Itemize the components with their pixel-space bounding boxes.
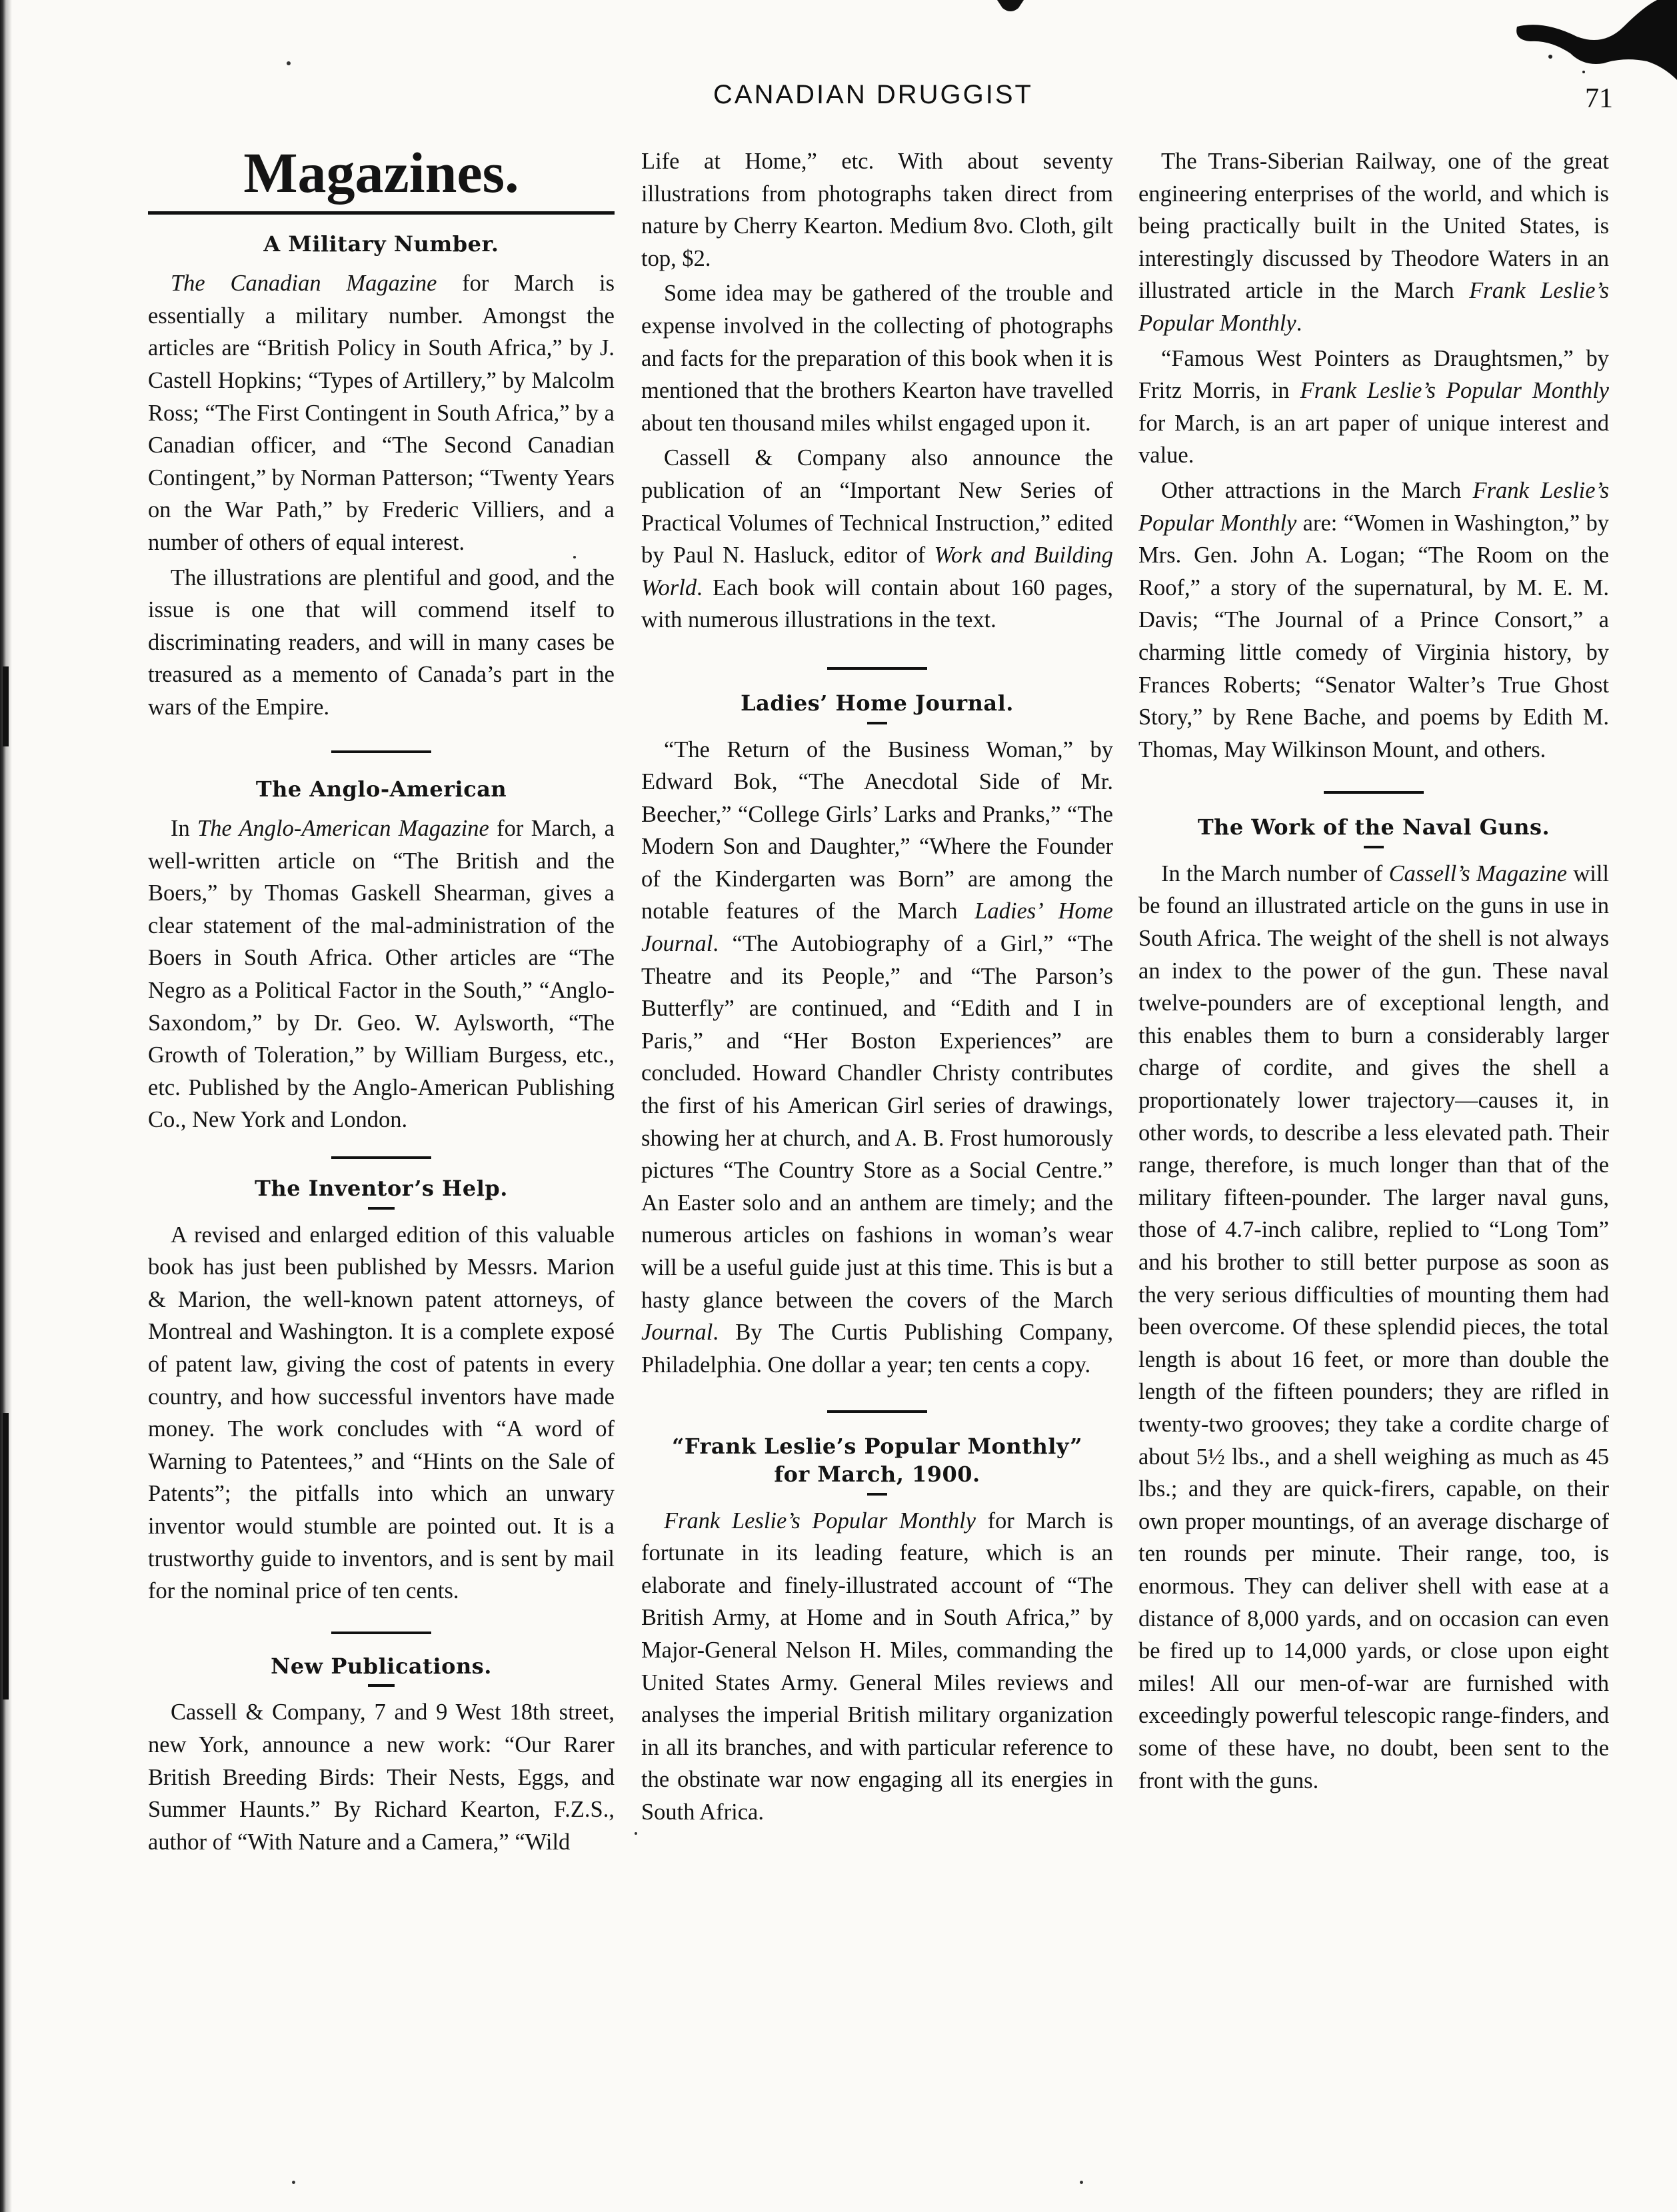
scan-speck bbox=[287, 61, 291, 65]
article-paragraph: “The Return of the Business Woman,” by Edward Bok, “The Anecdotal Side of Mr. Beecher,” “College Girls’ Larks and Pranks,” “The Modern Son and Daughter,” “Where the Founder of the Kindergarten was Born” are among the notable features of the March Ladies’ Home Journal. “The Autobiography of a Girl,” “The Theatre and its People,” and “The Parson’s Butterfly” are continued, and “Edith and I in Paris,” and “Her Boston Experiences” are concluded. Howard Chandler Christy contributes the first of his American Girl series of drawings, showing her at church, and A. B. Frost humorously pictures “The Country Store as a Social Centre.” An Easter solo and an anthem are timely; and the numerous articles on fashions in woman’s wear will be a useful guide just at this time. This is but a hasty glance between the covers of the March Journal. By The Curtis Publishing Company, Philadelphia. One dollar a year; ten cents a copy. bbox=[641, 736, 1113, 1378]
running-head: CANADIAN DRUGGIST bbox=[713, 80, 1033, 109]
article-heading-frank-leslie: “Frank Leslie’s Popular Monthly” bbox=[671, 1434, 1083, 1460]
article-paragraph: Cassell & Company also announce the publication of an “Important New Series of Practical Volumes of Technical Instruction,” edited by Paul N. Hasluck, editor of Work and Building World. Each book will contain about 160 pages, with numerous illustrations in the text. bbox=[641, 445, 1113, 633]
heading-dash bbox=[1364, 846, 1384, 848]
column-1 bbox=[148, 145, 615, 2145]
article-paragraph: In the March number of Cassell’s Magazine will be found an illustrated article on the guns in use in South Africa. The weight of the shell is not always an index to the power of the gun. These naval twelve-pounders are of exceptional length, and this enables them to burn a considerably larger charge of cordite, and gives the shell a proportionately lower trajectory—causes it, in other words, to describe a less elevated path. Their range, therefore, is much longer than that of the military fifteen-pounder. The larger naval guns, those of 4.7-inch calibre, replied to “Long Tom” and his brother to still better purpose as soon as the very serious difficulties of mounting them had been overcome. Of these splendid pieces, the total length is about 16 feet, or more than double the length of the fifteen pounders; they are rifled in twenty-two grooves; they take a cordite charge of about 5½ lbs., and a shell weighing as much as 45 lbs.; and they are quick-firers, capable, on their own proper mountings, of an average discharge of ten rounds per minute. Their range, too, is enormous. They can deliver shell with ease at a distance of 8,000 yards, and on occasion can even be fired up to 14,000 yards, or close upon eight miles! All our men-of-war are furnished with exceedingly powerful telescopic range-finders, and some of these have, no doubt, been sent to the front with the guns. bbox=[1138, 860, 1609, 1793]
section-title: Magazines. bbox=[243, 145, 519, 205]
ink-blot-corner bbox=[1504, 0, 1677, 80]
article-paragraph: The Canadian Magazine for March is essentially a military number. Amongst the articles are “British Policy in South Africa,” by J. Castell Hopkins; “Types of Artillery,” by Malcolm Ross; “The First Contingent in South Africa,” by a Canadian officer, and “The Second Canadian Contingent,” by Norman Patterson; “Twenty Years on the War Path,” by Frederic Villiers, and a number of others of equal interest. bbox=[148, 271, 615, 555]
column-3 bbox=[1138, 145, 1609, 2145]
heading-dash bbox=[368, 1684, 395, 1687]
section-separator bbox=[331, 1632, 431, 1634]
column-2 bbox=[641, 145, 1113, 2145]
scan-speck bbox=[635, 1832, 637, 1835]
section-separator bbox=[1324, 791, 1424, 794]
section-separator bbox=[331, 750, 431, 753]
page-number: 71 bbox=[1585, 83, 1613, 114]
title-rule bbox=[148, 211, 615, 215]
article-heading-inventor: The Inventor’s Help. bbox=[255, 1176, 508, 1202]
heading-dash bbox=[867, 722, 887, 724]
heading-dash bbox=[368, 1207, 395, 1210]
section-separator bbox=[827, 1410, 927, 1413]
publication-title: Frank Leslie’s Popular Monthly bbox=[1138, 477, 1609, 536]
article-paragraph: In The Anglo-American Magazine for March, a well-written article on “The British and the Boers,” by Thomas Gaskell Shearman, gives a clear statement of the mal-administration of the Boers in South Africa. Other articles are “The Negro as a Political Factor in the South,” “Anglo-Saxondom,” by Dr. Geo. W. Aylsworth, “The Growth of Toleration,” by William Burgess, etc., etc. Published by the Anglo-American Publishing Co., New York and London. bbox=[148, 816, 615, 1133]
article-paragraph: Some idea may be gathered of the trouble and expense involved in the collecting of photographs and facts for the preparation of this book when it is mentioned that the brothers Kearton have travelled about ten thousand miles whilst engaged upon it. bbox=[641, 281, 1113, 436]
publication-title: Frank Leslie’s Popular Monthly bbox=[664, 1508, 976, 1534]
article-paragraph: The Trans-Siberian Railway, one of the great engineering enterprises of the world, and which is being practically built in the United States, is interestingly discussed by Theodore Waters in an illustrated article in the March Frank Leslie’s Popular Monthly. bbox=[1138, 149, 1609, 336]
article-heading-naval-guns: The Work of the Naval Guns. bbox=[1197, 814, 1550, 840]
article-heading-frank-leslie-date: for March, 1900. bbox=[774, 1461, 980, 1487]
article-heading-military: A Military Number. bbox=[263, 231, 499, 257]
article-paragraph: Life at Home,” etc. With about seventy illustrations from photographs taken direct from nature by Cherry Kearton. Medium 8vo. Cloth, gilt top, $2. bbox=[641, 149, 1113, 271]
publication-title: Frank Leslie’s Popular Monthly bbox=[1138, 278, 1609, 336]
publication-title: Journal bbox=[641, 1320, 713, 1346]
publication-title: The Anglo-American Magazine bbox=[197, 816, 489, 842]
publication-title: Work and Building World bbox=[641, 543, 1113, 600]
article-paragraph: The illustrations are plentiful and good, and the issue is one that will commend itself to discriminating readers, and will in many cases be treasured as a memento of Canada’s part in the wars of the Empire. bbox=[148, 564, 615, 720]
article-paragraph: A revised and enlarged edition of this valuable book has just been published by Messrs. Marion & Marion, the well-known patent attorneys, of Montreal and Washington. It is a complete exposé of patent law, giving the cost of patents in every country, and how successful inventors have made money. The work concludes with “A word of Warning to Patentees,” and “Hints on the Sale of Patents”; the pitfalls into which an unwary inventor would stumble are pointed out. It is a trustworthy guide to inventors, and is sent by mail for the nominal price of ten cents. bbox=[148, 1222, 615, 1604]
publication-title: Frank Leslie’s Popular Monthly bbox=[1300, 378, 1609, 404]
scan-edge-mark bbox=[3, 1413, 9, 1699]
scan-left-edge bbox=[0, 0, 15, 2212]
publication-title: Cassell’s Magazine bbox=[1388, 860, 1568, 886]
scan-edge-mark bbox=[3, 666, 9, 746]
article-paragraph: Other attractions in the March Frank Leslie’s Popular Monthly are: “Women in Washington,” by Mrs. Gen. John A. Logan; “The Room on the Roof,” a story of the supernatural, by M. E. M. Davis; “The Journal of a Prince Consort,” a charming little comedy of Virginia history, by Frances Roberts; “Senator Walter’s True Ghost Story,” by Rene Bache, and poems by Edith M. Thomas, May Wilkinson Mount, and others. bbox=[1138, 477, 1609, 762]
scan-speck bbox=[292, 2181, 295, 2184]
section-separator bbox=[827, 667, 927, 670]
article-heading-ladies-home-journal: Ladies’ Home Journal. bbox=[741, 690, 1014, 716]
article-paragraph: Cassell & Company, 7 and 9 West 18th street, new York, announce a new work: “Our Rarer British Breeding Birds: Their Nests, Eggs, and Summer Haunts.” By Richard Kearton, F.Z.S., author of “With Nature and a Camera,” “Wild bbox=[148, 1699, 615, 1855]
section-separator bbox=[331, 1156, 431, 1159]
article-heading-anglo-american: The Anglo-American bbox=[255, 776, 507, 802]
publication-title: The Canadian Magazine bbox=[171, 271, 437, 297]
article-paragraph: Frank Leslie’s Popular Monthly for March is fortunate in its leading feature, which is an elaborate and finely-illustrated account of “The British Army, at Home and in South Africa,” by Major-General Nelson H. Miles, commanding the United States Army. General Miles reviews and analyses the imperial British military organization in all its branches, and with particular reference to the obstinate war now engaging all its energies in South Africa. bbox=[641, 1508, 1113, 1825]
article-heading-new-publications: New Publications. bbox=[271, 1653, 492, 1679]
article-paragraph: “Famous West Pointers as Draughtsmen,” by Fritz Morris, in Frank Leslie’s Popular Monthly for March, is an art paper of unique interest and value. bbox=[1138, 345, 1609, 469]
heading-dash bbox=[867, 1493, 887, 1496]
publication-title: Ladies’ Home Journal bbox=[641, 898, 1113, 957]
scan-speck bbox=[1080, 2181, 1083, 2184]
ink-mark-top bbox=[997, 0, 1024, 15]
